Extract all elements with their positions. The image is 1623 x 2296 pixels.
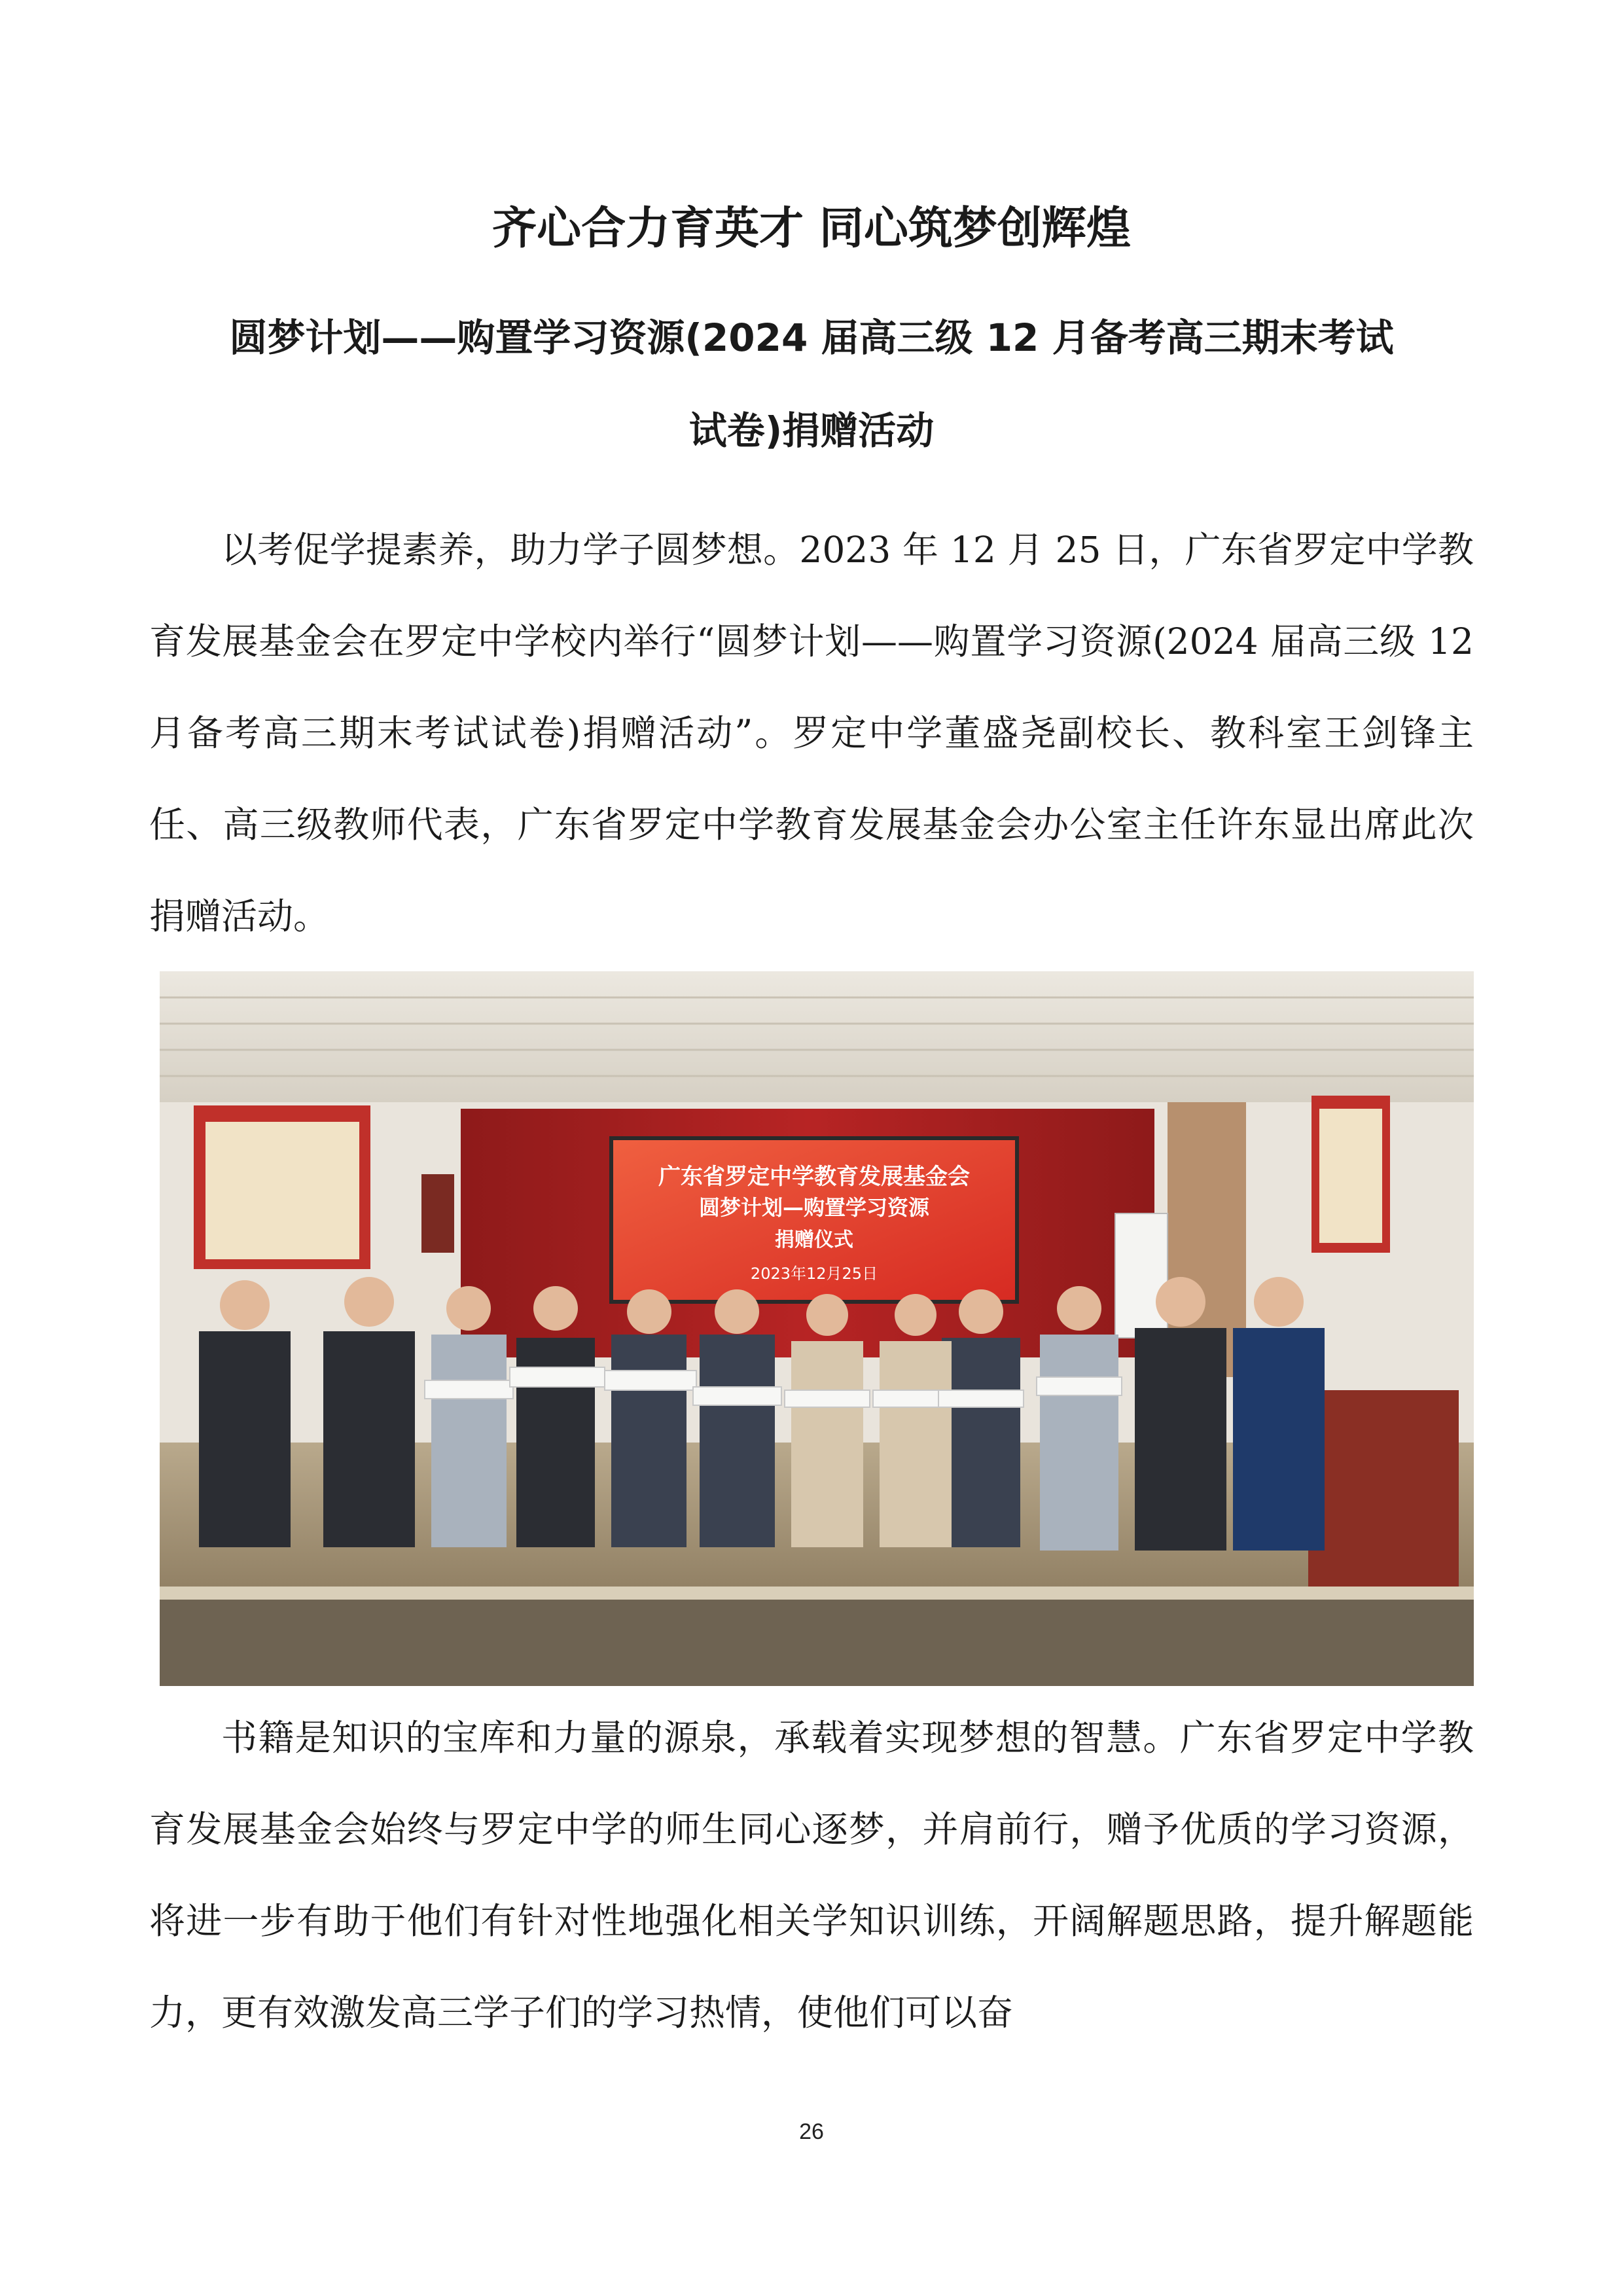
page-title: 齐心合力育英才 同心筑梦创辉煌 [492, 203, 1131, 255]
paragraph-intro: 以考促学提素养，助力学子圆梦想。2023 年 12 月 25 日，广东省罗定中学教育发展基金会在罗定中学校内举行“圆梦计划——购置学习资源(2024 届高三级 12 月备考高三期末考试试卷)捐赠活动”。罗定中学董盛尧副校长、教科室王剑锋主任、高三级教师代表，广东省罗定中学教育发展基金会办公室主任许东显出席此次捐赠活动。 [149, 529, 1474, 937]
screen-line-3: 捐赠仪式 [775, 1229, 853, 1251]
event-photo [160, 971, 1474, 1686]
screen-line-2: 圆梦计划—购置学习资源 [698, 1195, 930, 1220]
subtitle [0, 291, 1623, 477]
screen-line-1: 广东省罗定中学教育发展基金会 [658, 1164, 970, 1190]
screen-date: 2023年12月25日 [750, 1265, 878, 1283]
paragraph-books: 书籍是知识的宝库和力量的源泉，承载着实现梦想的智慧。广东省罗定中学教育发展基金会始终与罗定中学的师生同心逐梦，并肩前行，赠予优质的学习资源，将进一步有助于他们有针对性地强化相关学知识训练，开阔解题思路，提升解题能力，更有效激发高三学子们的学习热情，使他们可以奋 [149, 1717, 1474, 2034]
subtitle-line-2: 试卷)捐赠活动 [688, 408, 935, 453]
page-number: 26 [799, 2119, 824, 2144]
subtitle-line-1: 圆梦计划——购置学习资源(2024 届高三级 12 月备考高三期末考试 [229, 315, 1394, 360]
